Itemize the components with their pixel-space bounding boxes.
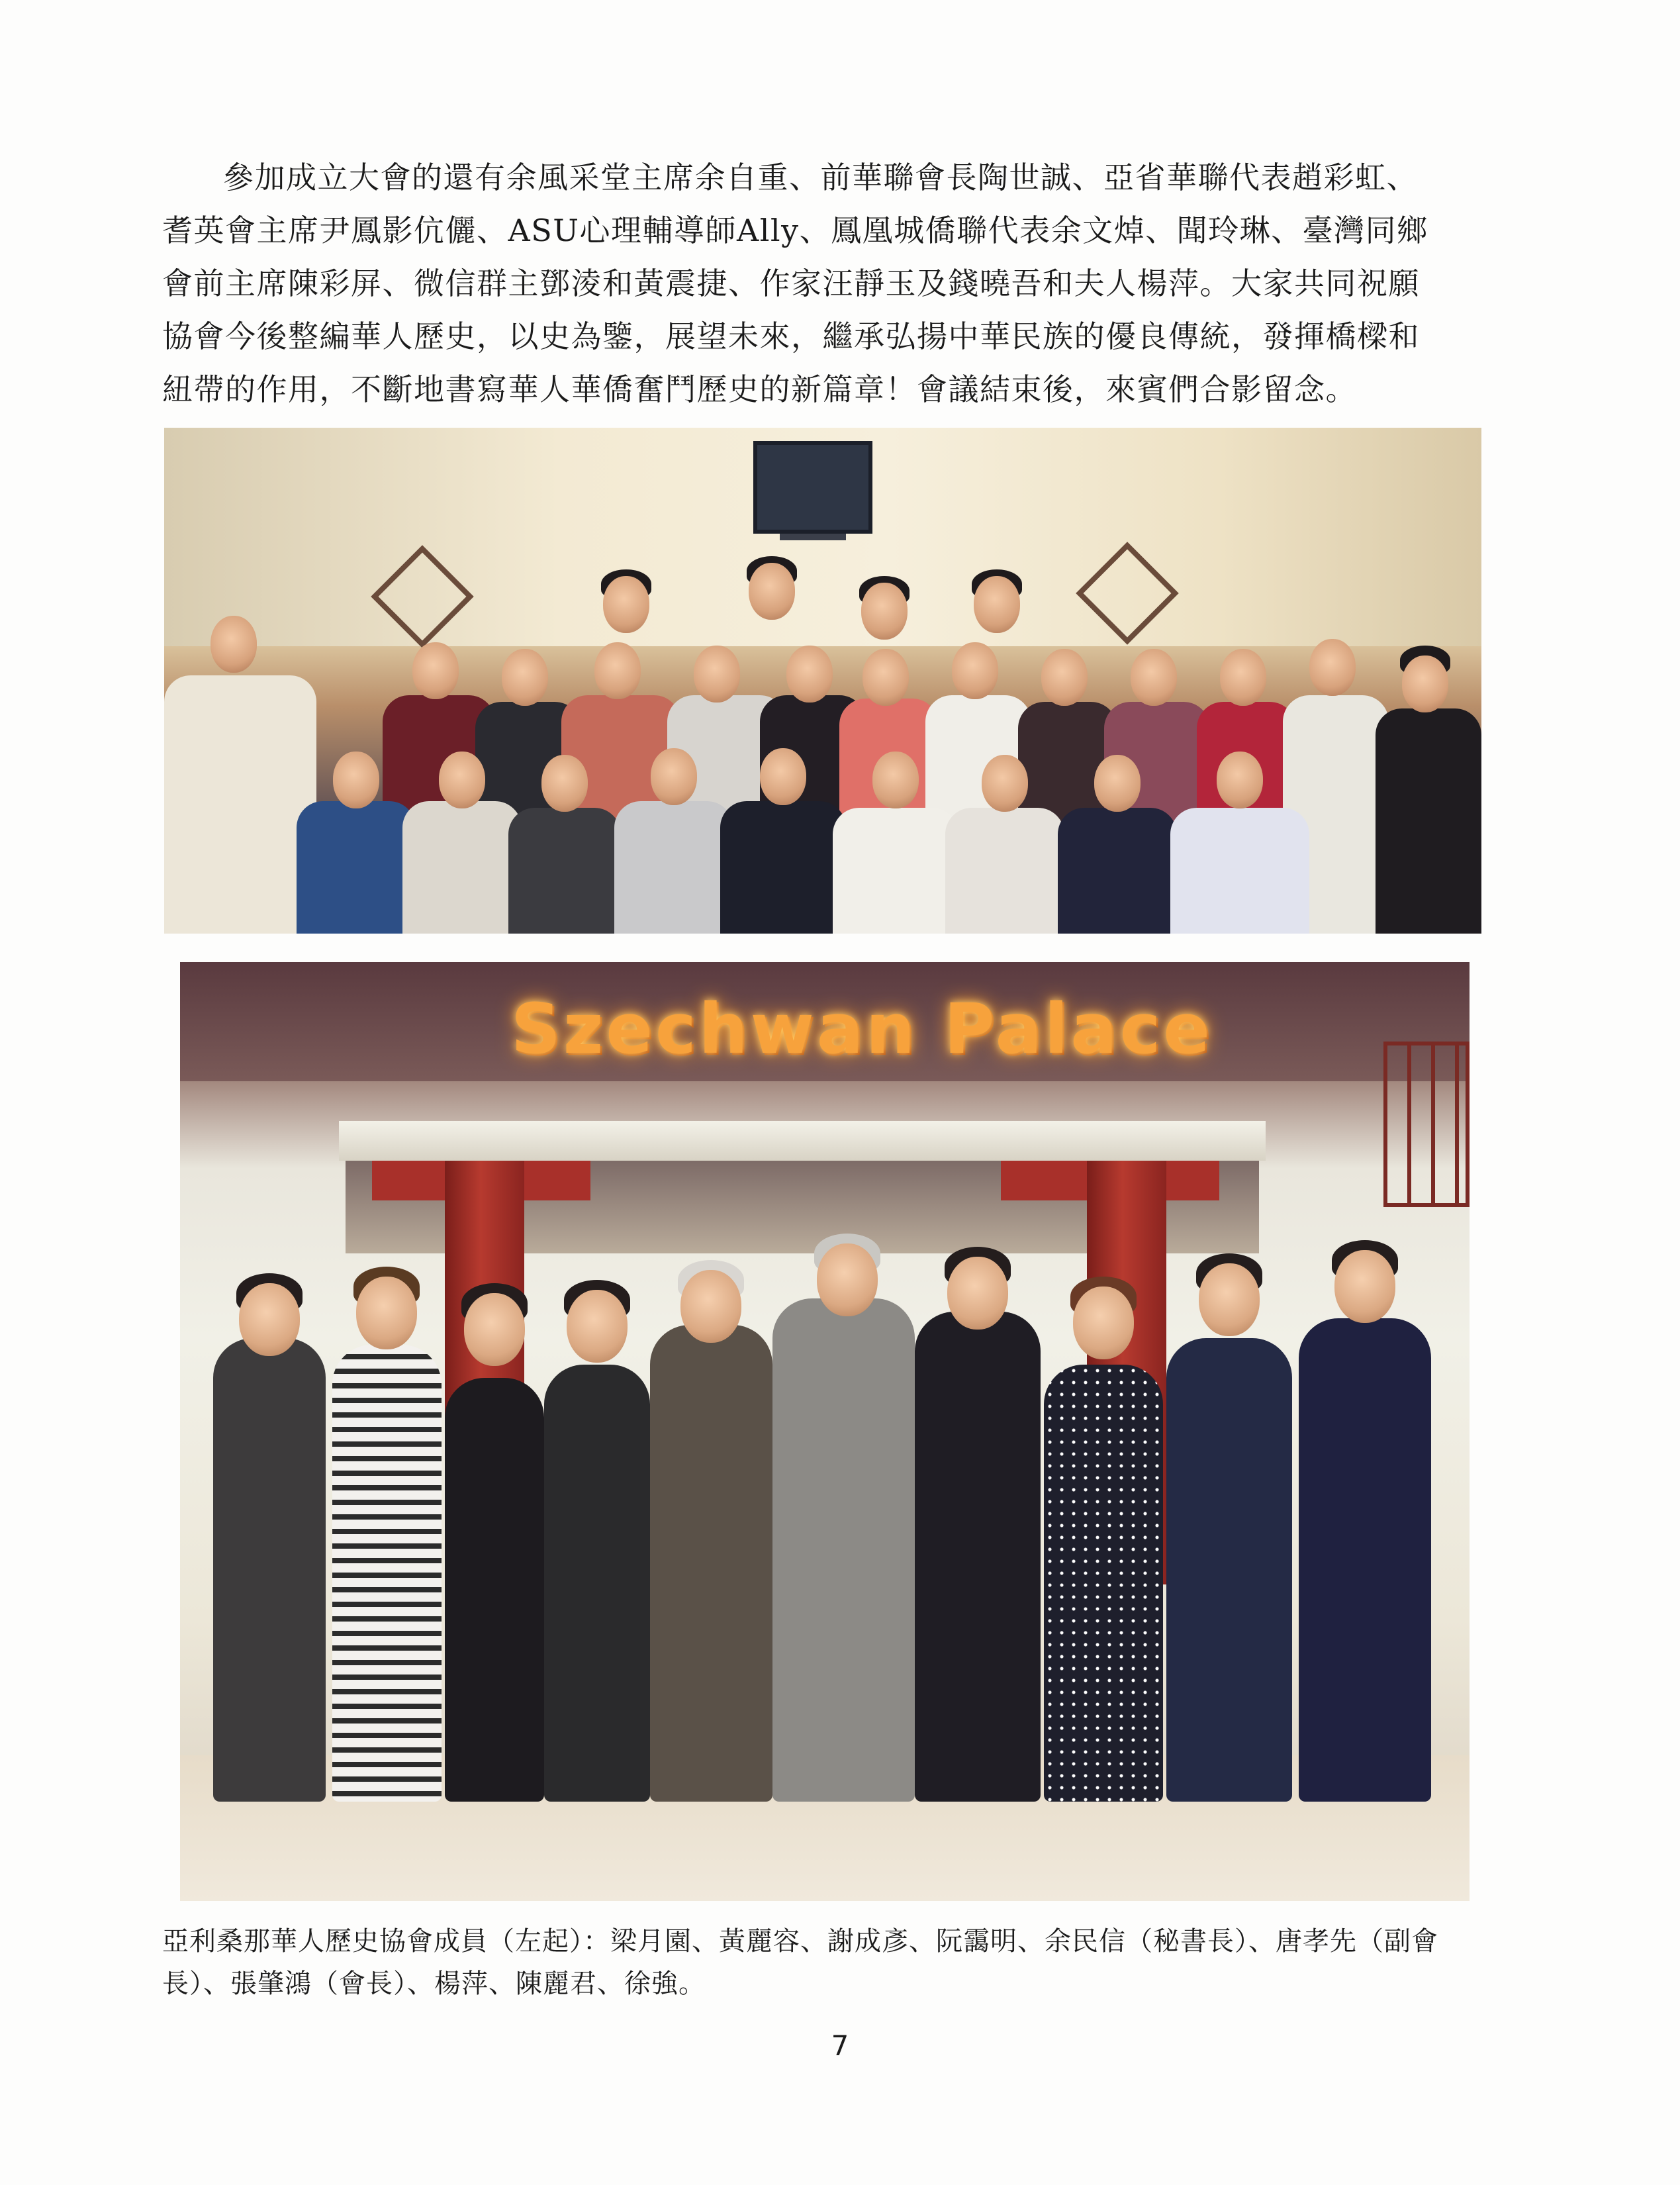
person-head	[603, 576, 649, 633]
standing-person	[915, 1312, 1041, 1802]
person-head	[1199, 1263, 1260, 1336]
standing-person	[650, 1325, 772, 1802]
caption-line: 亞利桑那華人歷史協會成員（左起）：梁月園、黃麗容、謝成彥、阮靄明、余民信（秘書長）、唐孝先（副會	[162, 1926, 1438, 1957]
person-body	[833, 808, 958, 934]
person-head	[952, 642, 998, 699]
standing-person	[1299, 1318, 1431, 1802]
person-head	[1334, 1250, 1395, 1323]
person-body	[297, 801, 416, 934]
tv-screen	[753, 441, 872, 534]
group-of-people	[164, 563, 1481, 934]
person-head	[567, 1290, 628, 1363]
person-body	[1376, 708, 1481, 934]
person-head	[502, 649, 548, 706]
tv-stand	[780, 534, 846, 540]
person-body	[945, 808, 1064, 934]
caption-line: 長）、張肇鴻（會長）、楊萍、陳麗君、徐強。	[162, 1968, 706, 1999]
person-body	[720, 801, 846, 934]
photo-caption	[162, 1920, 1493, 2005]
person-head	[464, 1293, 525, 1366]
body-line: 參加成立大會的還有余風采堂主席余自重、前華聯會長陶世誠、亞省華聯代表趙彩虹、	[223, 160, 1418, 195]
person-head	[863, 649, 909, 706]
person-head	[1220, 649, 1266, 706]
person-head	[760, 748, 806, 805]
person-body	[164, 675, 316, 934]
person-head	[651, 748, 697, 805]
person-head	[974, 576, 1020, 633]
person-head	[749, 563, 795, 620]
person-head	[439, 752, 485, 808]
person-body	[1170, 808, 1309, 934]
banquet-group-photo	[164, 428, 1481, 934]
person-head	[239, 1283, 300, 1356]
person-head	[210, 616, 257, 673]
person-body	[508, 808, 621, 934]
standing-person	[772, 1298, 915, 1802]
person-head	[861, 583, 908, 640]
person-head	[694, 646, 740, 703]
person-head	[947, 1257, 1008, 1330]
standing-person	[544, 1365, 650, 1802]
body-line: 協會今後整編華人歷史，以史為鑒，展望未來，繼承弘揚中華民族的優良傳統，發揮橋樑和	[162, 318, 1420, 354]
person-head	[412, 642, 459, 699]
standing-person	[1166, 1338, 1292, 1802]
standing-person	[213, 1338, 326, 1802]
restaurant-group-photo	[180, 962, 1470, 1901]
person-head	[680, 1270, 741, 1343]
standing-person	[445, 1378, 544, 1802]
person-head	[1309, 639, 1356, 696]
person-head	[356, 1277, 417, 1349]
person-head	[817, 1243, 878, 1316]
person-head	[594, 642, 641, 699]
body-paragraph	[162, 151, 1493, 416]
restaurant-sign: Szechwan Palace	[511, 989, 1213, 1069]
person-head	[1402, 656, 1448, 712]
body-line: 耆英會主席尹鳳影伉儷、ASU心理輔導師Ally、鳳凰城僑聯代表余文焯、聞玲琳、臺灣同鄉	[162, 213, 1428, 248]
person-head	[1131, 649, 1177, 706]
person-body	[402, 801, 522, 934]
person-head	[786, 646, 833, 703]
body-line: 會前主席陳彩屏、微信群主鄧淩和黃震捷、作家汪靜玉及錢曉吾和夫人楊萍。大家共同祝願	[162, 266, 1420, 301]
person-head	[1094, 755, 1141, 812]
person-body	[614, 801, 733, 934]
person-head	[872, 752, 919, 808]
lattice-window	[1383, 1042, 1470, 1207]
person-head	[1217, 752, 1263, 808]
person-head	[1041, 649, 1088, 706]
person-head	[1073, 1287, 1134, 1359]
standing-person	[332, 1345, 442, 1802]
person-head	[333, 752, 379, 808]
body-line: 紐帶的作用，不斷地書寫華人華僑奮鬥歷史的新篇章！會議結束後，來賓們合影留念。	[162, 371, 1357, 407]
person-head	[982, 755, 1028, 812]
page-number: 7	[831, 2029, 849, 2062]
standing-person	[1044, 1365, 1163, 1802]
person-body	[1058, 808, 1177, 934]
entrance-arch	[339, 1121, 1266, 1161]
person-head	[541, 755, 588, 812]
